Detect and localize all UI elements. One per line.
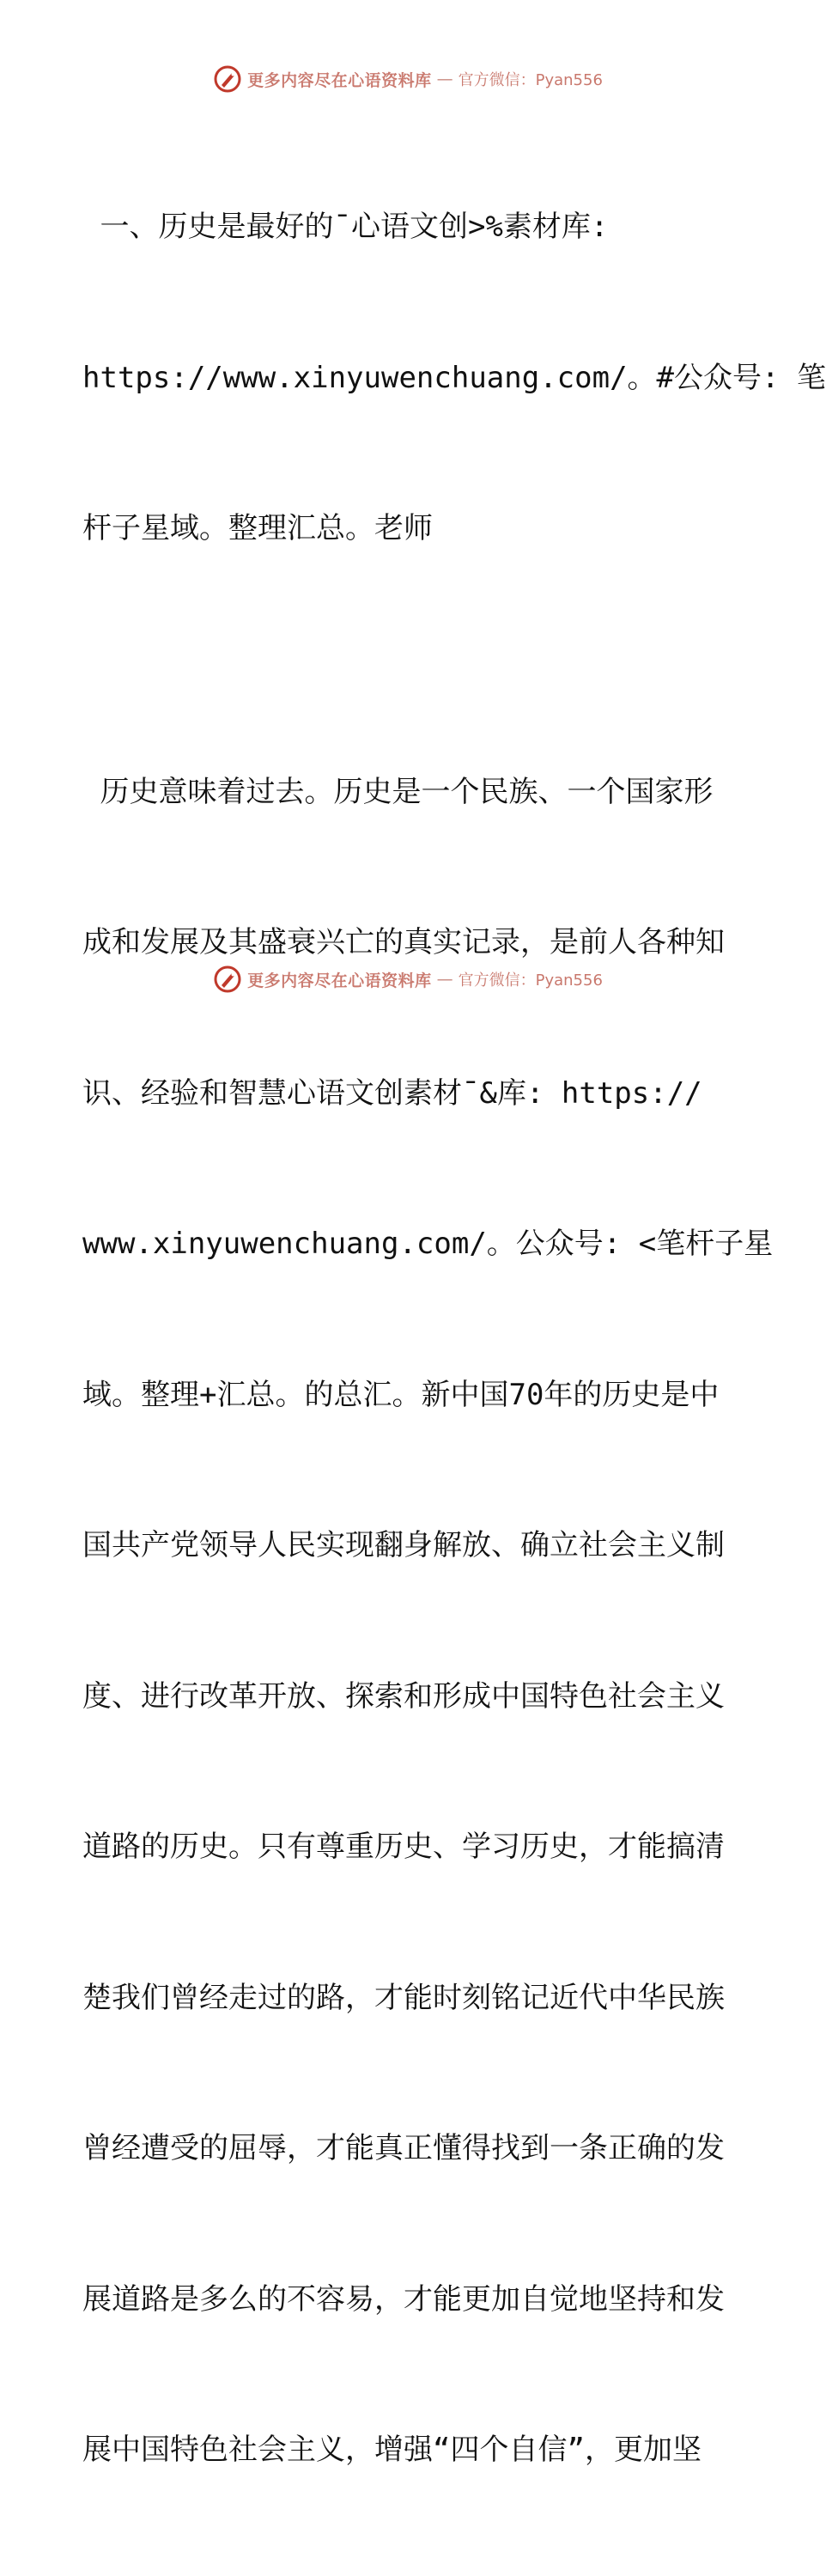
- paragraph-2-line: 识、经验和智慧心语文创素材¯&库: https://: [82, 1075, 702, 1111]
- paragraph-2-line: 展中国特色社会主义，增强“四个自信”，更加坚: [82, 2433, 701, 2467]
- pen-nib-logo-icon: [213, 965, 242, 994]
- paragraph-2: [82, 667, 774, 2576]
- paragraph-2-line: 域。整理+汇总。的总汇。新中国70年的历史是中: [82, 1377, 720, 1412]
- header-banner-main-text: 更多内容尽在心语资料库: [247, 70, 432, 90]
- footer-banner: [0, 962, 816, 996]
- pen-nib-logo-icon: [213, 64, 242, 94]
- paragraph-2-line: www.xinyuwenchuang.com/。公众号: <笔杆子星: [82, 1227, 774, 1261]
- paragraph-2-line: 曾经遭受的屈辱，才能真正懂得找到一条正确的发: [82, 2131, 725, 2165]
- header-banner: [0, 62, 816, 96]
- paragraph-1-line: 杆子星域。整理汇总。老师: [82, 511, 433, 545]
- paragraph-1: [82, 101, 826, 655]
- paragraph-2-line: 度、进行改革开放、探索和形成中国特色社会主义: [82, 1678, 725, 1714]
- paragraph-1-line: https://www.xinyuwenchuang.com/。#公众号: 笔: [82, 360, 826, 395]
- paragraph-2-line: 道路的历史。只有尊重历史、学习历史，才能搞清: [82, 1830, 725, 1864]
- paragraph-2-line: 历史意味着过去。历史是一个民族、一个国家形: [82, 774, 714, 809]
- paragraph-2-line: 成和发展及其盛衰兴亡的真实记录，是前人各种知: [82, 925, 725, 959]
- document-body: [82, 101, 826, 2576]
- footer-banner-wechat: 官方微信：Pyan556: [458, 971, 603, 990]
- header-banner-dash: —: [436, 70, 453, 88]
- footer-banner-main-text: 更多内容尽在心语资料库: [247, 971, 432, 990]
- footer-banner-dash: —: [436, 970, 453, 989]
- paragraph-2-line: 国共产党领导人民实现翻身解放、确立社会主义制: [82, 1528, 725, 1562]
- paragraph-1-line: 一、历史是最好的¯心语文创>%素材库:: [82, 210, 609, 244]
- paragraph-2-line: 楚我们曾经走过的路，才能时刻铭记近代中华民族: [82, 1980, 725, 2015]
- paragraph-2-line: 展道路是多么的不容易，才能更加自觉地坚持和发: [82, 2281, 725, 2317]
- header-banner-wechat: 官方微信：Pyan556: [458, 71, 603, 89]
